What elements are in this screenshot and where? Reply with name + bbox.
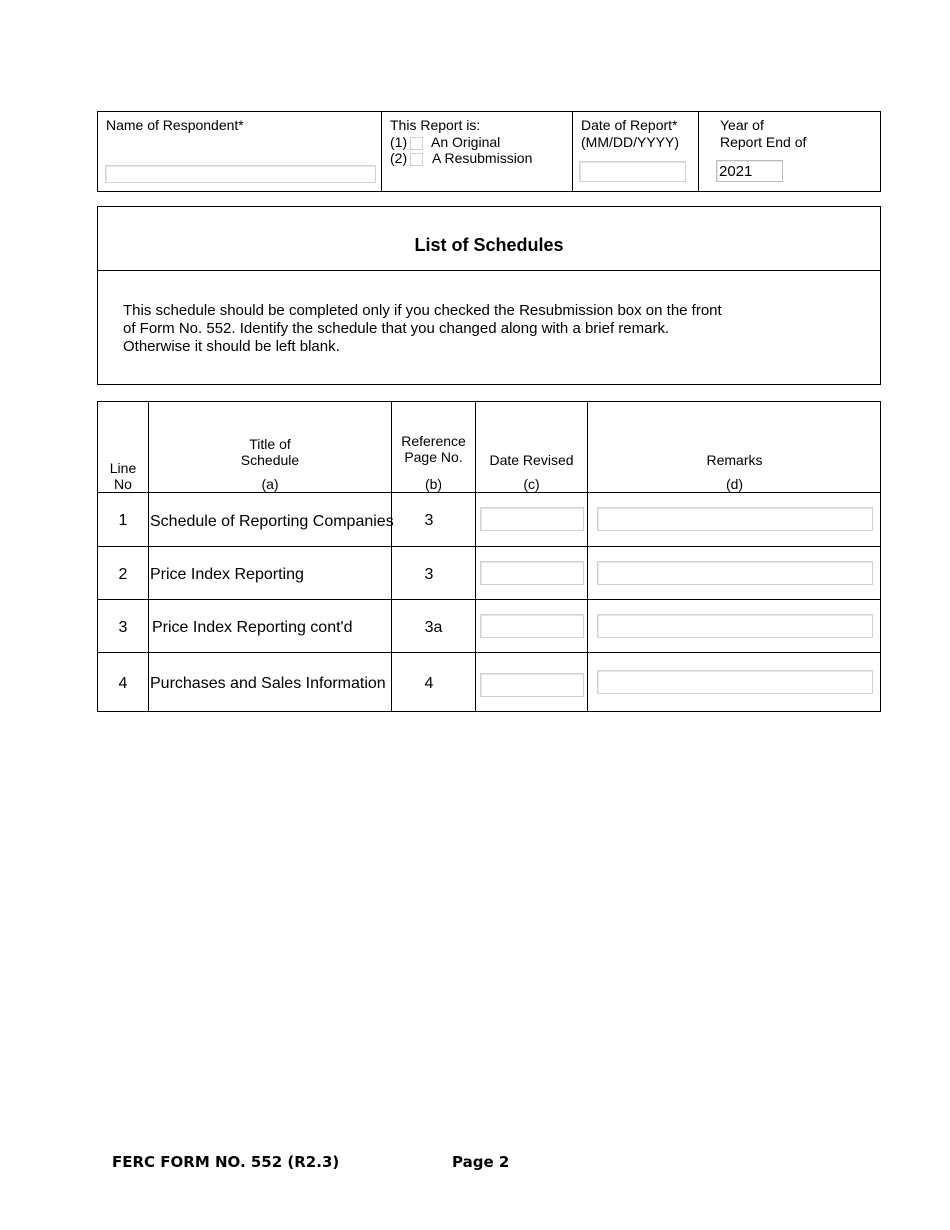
option-original-label: An Original [431, 134, 501, 150]
col-header-remarks [588, 452, 881, 492]
row-page-number: 3 [424, 566, 434, 583]
remarks-input[interactable] [597, 614, 873, 638]
respondent-label: Name of Respondent* [106, 117, 244, 133]
instructions [123, 302, 722, 356]
date-revised-input[interactable] [480, 561, 584, 585]
remarks-input[interactable] [597, 507, 873, 531]
row-schedule-title: Price Index Reporting [150, 566, 304, 583]
date-revised-input[interactable] [480, 507, 584, 531]
table-row-divider [97, 652, 881, 653]
remarks-input[interactable] [597, 561, 873, 585]
row-page-number: 3a [424, 619, 443, 636]
instruction-line: Otherwise it should be left blank. [123, 338, 340, 355]
table-col-divider [587, 401, 588, 712]
table-col-divider [475, 401, 476, 712]
option-original-number: (1) [390, 134, 408, 150]
table-row-divider [97, 599, 881, 600]
original-checkbox[interactable] [410, 137, 423, 150]
col-header-text: (d) [725, 476, 744, 492]
date-revised-input[interactable] [480, 614, 584, 638]
year-label: Year of [720, 117, 764, 133]
col-header-line [98, 460, 148, 492]
schedule-info-divider [97, 270, 881, 271]
header-divider [381, 111, 382, 192]
header-divider [572, 111, 573, 192]
col-header-text: (c) [523, 476, 540, 492]
respondent-name-input[interactable] [105, 165, 376, 183]
row-schedule-title: Schedule of Reporting Companies [150, 513, 394, 530]
row-line-number: 2 [118, 566, 128, 583]
date-of-report-label: Date of Report* [581, 117, 678, 133]
col-header-date-revised [476, 452, 587, 492]
page-title: List of Schedules [414, 235, 564, 255]
row-line-number: 3 [118, 619, 128, 636]
year-label-2: Report End of [720, 134, 807, 150]
col-header-reference [392, 433, 475, 492]
row-schedule-title: Purchases and Sales Information [150, 675, 386, 692]
row-schedule-title: Price Index Reporting cont'd [152, 619, 353, 636]
col-header-title [149, 436, 391, 492]
col-header-text: Title of [249, 436, 291, 452]
page-number: Page 2 [452, 1153, 510, 1171]
instruction-line: of Form No. 552. Identify the schedule that you changed along with a brief remark. [123, 320, 670, 337]
row-line-number: 4 [118, 675, 128, 692]
col-header-text: (a) [261, 476, 279, 492]
table-row-divider [97, 546, 881, 547]
remarks-input[interactable] [597, 670, 873, 694]
col-header-text: Reference [401, 433, 466, 449]
col-header-text: Line [109, 460, 137, 476]
col-header-text: (b) [424, 476, 443, 492]
schedule-info-box [97, 206, 881, 385]
date-revised-input[interactable] [480, 673, 584, 697]
year-value: 2021 [719, 163, 753, 180]
option-resubmission-label: A Resubmission [432, 150, 533, 166]
row-line-number: 1 [118, 512, 128, 529]
header-divider [698, 111, 699, 192]
form-number: FERC FORM NO. 552 (R2.3) [112, 1153, 340, 1171]
col-header-text: No [114, 476, 132, 492]
col-header-text: Page No. [404, 449, 463, 465]
table-row-divider [97, 492, 881, 493]
resubmission-checkbox[interactable] [410, 153, 423, 166]
option-resubmission-number: (2) [390, 150, 408, 166]
instruction-line: This schedule should be completed only if you checked the Resubmission box on the front [123, 302, 722, 319]
report-is-label: This Report is: [390, 117, 481, 133]
col-header-text: Remarks [706, 452, 763, 468]
date-format-label: (MM/DD/YYYY) [581, 134, 679, 150]
year-input[interactable] [716, 160, 783, 182]
row-page-number: 3 [424, 512, 434, 529]
col-header-text: Schedule [240, 452, 300, 468]
row-page-number: 4 [424, 675, 434, 692]
col-header-text: Date Revised [489, 452, 574, 468]
date-of-report-input[interactable] [579, 161, 686, 182]
